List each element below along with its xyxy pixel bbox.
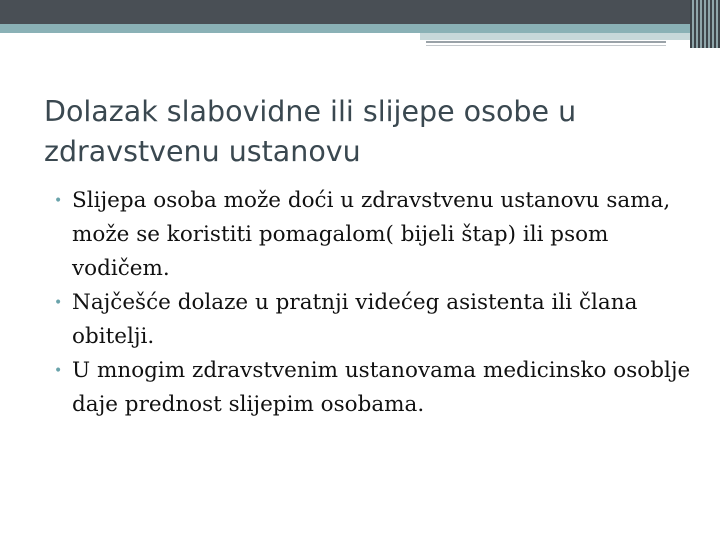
header-rule — [426, 41, 666, 43]
bullet-icon: • — [54, 363, 63, 379]
slide-title: Dolazak slabovidne ili slijepe osobe u zdravstvenu ustanovu — [44, 95, 577, 168]
bullet-text: Slijepa osoba može doći u zdravstvenu ustanovu sama, može se koristiti pomagalom( bijeli štap) ili psom vodičem. — [72, 188, 671, 281]
bullet-text: U mnogim zdravstvenim ustanovama medicinsko osoblje daje prednost slijepim osobama. — [72, 358, 691, 417]
header-teal-bar — [0, 24, 720, 33]
list-item — [54, 286, 694, 354]
header-rule-thin — [426, 45, 666, 46]
list-item — [54, 354, 694, 422]
bullet-icon: • — [54, 295, 63, 311]
bullet-text: Najčešće dolaze u pratnji videćeg asistenta ili člana obitelji. — [72, 290, 638, 349]
header-dark-bar — [0, 0, 720, 24]
header-accent-bar — [420, 33, 720, 40]
list-item — [54, 184, 694, 286]
header-stripes — [690, 0, 720, 48]
bullet-icon: • — [54, 193, 63, 209]
bullet-list — [54, 184, 694, 422]
